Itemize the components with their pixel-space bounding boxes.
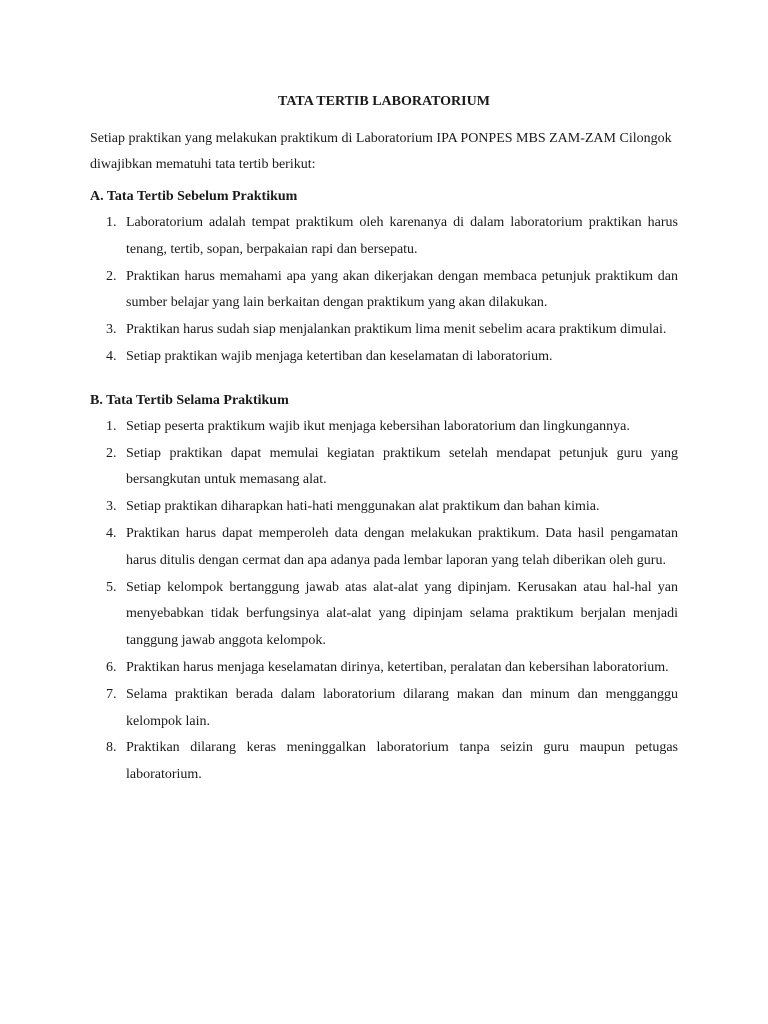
list-item-number: 2. <box>106 268 117 284</box>
list-item <box>90 264 678 318</box>
list-item-text: Praktikan harus dapat memperoleh data dengan melakukan praktikum. Data hasil pengamatan harus ditulis dengan cermat dan apa adanya pada lembar laporan yang telah diberikan oleh guru. <box>126 525 678 568</box>
list-item <box>90 682 678 736</box>
list-item-number: 3. <box>106 322 117 338</box>
list-item <box>90 494 678 521</box>
list-item <box>90 575 678 655</box>
list-item-text: Setiap praktikan dapat memulai kegiatan praktikum setelah mendapat petunjuk guru yang bersangkutan untuk memasang alat. <box>126 445 678 488</box>
section-b-heading: B. Tata Tertib Selama Praktikum <box>90 392 289 408</box>
list-item-number: 4. <box>106 525 117 541</box>
list-item <box>90 655 678 682</box>
list-item <box>90 414 678 441</box>
section-a-heading: A. Tata Tertib Sebelum Praktikum <box>90 189 298 204</box>
list-item-text: Setiap peserta praktikum wajib ikut menjaga kebersihan laboratorium dan lingkungannya. <box>126 418 630 434</box>
intro-paragraph: Setiap praktikan yang melakukan praktikum di Laboratorium IPA PONPES MBS ZAM-ZAM Cilongok diwajibkan mematuhi tata tertib berikut: <box>90 131 672 172</box>
list-item-number: 6. <box>106 659 117 675</box>
list-item-text: Praktikan dilarang keras meninggalkan laboratorium tanpa seizin guru maupun petugas laboratorium. <box>126 740 678 783</box>
list-item <box>90 735 678 789</box>
list-item-text: Praktikan harus memahami apa yang akan dikerjakan dengan membaca petunjuk praktikum dan sumber belajar yang lain berkaitan dengan praktikum yang akan dilakukan. <box>126 268 678 311</box>
list-item-text: Setiap praktikan diharapkan hati-hati menggunakan alat praktikum dan bahan kimia. <box>126 499 600 515</box>
list-item-number: 3. <box>106 499 117 515</box>
list-item <box>90 441 678 495</box>
section-b-list <box>90 414 678 789</box>
list-item <box>90 210 678 264</box>
list-item-text: Laboratorium adalah tempat praktikum oleh karenanya di dalam laboratorium praktikan harus tenang, tertib, sopan, berpakaian rapi dan bersepatu. <box>126 215 678 257</box>
document-page <box>90 92 678 789</box>
document-title: TATA TERTIB LABORATORIUM <box>278 94 490 109</box>
list-item-number: 2. <box>106 445 117 461</box>
list-item-text: Setiap kelompok bertanggung jawab atas alat-alat yang dipinjam. Kerusakan atau hal-hal yan menyebabkan tidak berfungsinya alat-alat yang dipinjam selama praktikum berjalan menjadi tanggung jawab anggota kelompok. <box>126 579 678 649</box>
list-item-text: Praktikan harus sudah siap menjalankan praktikum lima menit sebelim acara praktikum dimulai. <box>126 322 667 338</box>
list-item-text: Setiap praktikan wajib menjaga ketertiban dan keselamatan di laboratorium. <box>126 348 553 364</box>
list-item-number: 1. <box>106 215 117 230</box>
list-item-text: Selama praktikan berada dalam laboratorium dilarang makan dan minum dan mengganggu kelompok lain. <box>126 686 678 729</box>
list-item-number: 7. <box>106 686 117 702</box>
list-item-number: 8. <box>106 740 117 756</box>
section-a-list <box>90 210 678 371</box>
list-item-number: 1. <box>106 418 117 434</box>
list-item-text: Praktikan harus menjaga keselamatan dirinya, ketertiban, peralatan dan kebersihan laboratorium. <box>126 659 669 675</box>
list-item <box>90 521 678 575</box>
list-item-number: 4. <box>106 348 117 364</box>
list-item <box>90 317 678 344</box>
list-item <box>90 344 678 371</box>
list-item-number: 5. <box>106 579 117 595</box>
